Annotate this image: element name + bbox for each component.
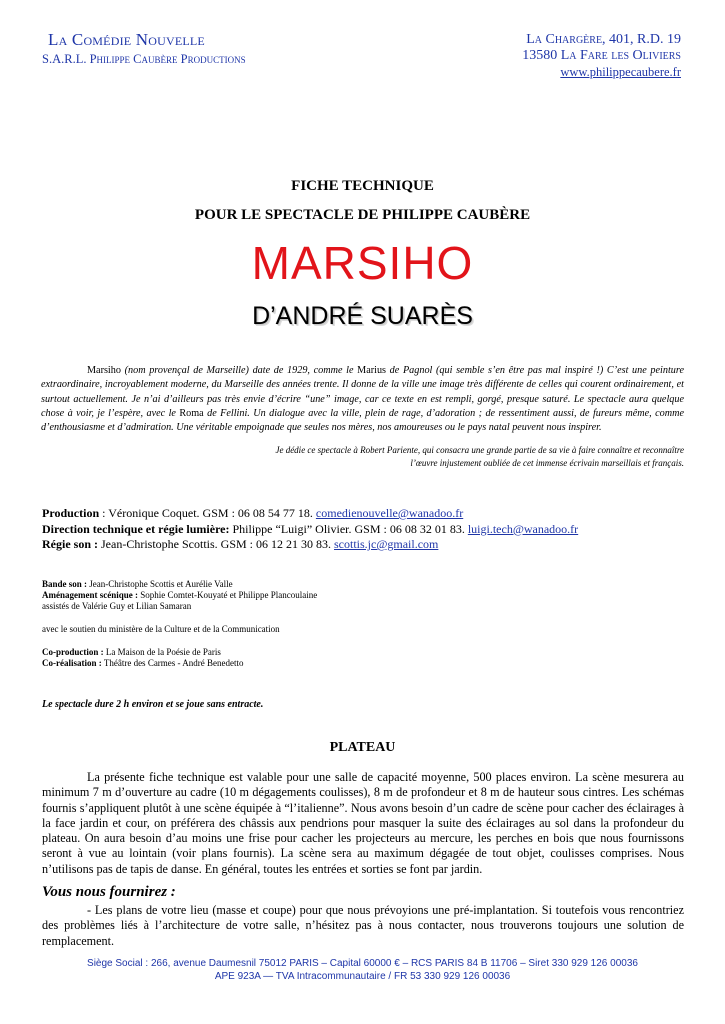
corealisation-text: Théâtre des Carmes - André Benedetto: [101, 658, 244, 668]
footer-line-1: Siège Social : 266, avenue Daumesnil 75012 PARIS – Capital 60000 € – RCS PARIS 84 B 11706 – Siret 330 929 126 00036: [87, 958, 638, 969]
bande-son-label: Bande son :: [42, 579, 88, 589]
document-title: FICHE TECHNIQUE: [291, 178, 434, 194]
coproduction-label: Co-production :: [42, 647, 104, 657]
direction-text: Philippe “Luigi” Olivier. GSM : 06 08 32 01 83.: [229, 521, 468, 536]
plateau-text: La présente fiche technique est valable pour une salle de capacité moyenne, 500 places environ. La scène mesurera au minimum 7 m d’ouverture au cadre (10 m dégagements coulisses), 8 m de profondeur et 8 m de hauteur sous cintres. Les schémas fournis s’appliquent plutôt à une scène équipée à “l’italienne”. Nous avons besoin d’un cadre de scène pour cacher des éclairages à la face jardin et cour, on préférera des châssis aux pendrions pour masquer la suite des éclairages au sol dans la profondeur du plateau. On aura besoin d’au moins une frise pour cacher les projecteurs au mercure, les perches en bois que nous fournissons seront à vue au lointain (voir plans fournis). La scène sera au maximum dégagée de tout objet, coulisses comprises. Nous n’utilisons pas de tapis de danse. En général, toutes les entrées et sorties se font par jardin.: [42, 770, 684, 876]
amenagement-line: [42, 590, 317, 601]
address-line-1: La Chargère, 401, R.D. 19: [526, 32, 681, 47]
bande-son-line: [42, 579, 317, 590]
duration-note: Le spectacle dure 2 h environ et se joue sans entracte.: [42, 699, 264, 710]
fournir-text: - Les plans de votre lieu (masse et coupe) pour que nous prévoyions une pré-implantation. Si toutefois vous rencontriez des problèmes liés à l’architecture de votre salle, n’hésitez pas à nous contacter, nous trouverons toujours une solution de remplacement.: [42, 903, 684, 948]
company-name: La Comédie Nouvelle: [48, 30, 205, 49]
soutien-line: avec le soutien du ministère de la Culture et de la Communication: [42, 624, 280, 634]
corealisation-line: [42, 658, 317, 669]
corealisation-label: Co-réalisation :: [42, 658, 102, 668]
intro-paragraph: [41, 364, 684, 435]
coproduction-line: [42, 647, 317, 658]
contact-credits: [42, 506, 578, 553]
assistes-line: assistés de Valérie Guy et Lilian Samaran: [42, 601, 192, 611]
direction-email-link[interactable]: luigi.tech@wanadoo.fr: [467, 521, 579, 536]
page-footer: [0, 957, 725, 983]
intro-word-marius: Marius: [357, 365, 387, 376]
show-author: D’ANDRÉ SUARÈS: [252, 302, 473, 330]
sound-email-link[interactable]: scottis.jc@gmail.com: [334, 537, 439, 551]
show-title: MARSIHO: [251, 237, 474, 289]
coproduction-text: La Maison de la Poésie de Paris: [103, 647, 221, 657]
website-link[interactable]: www.philippecaubere.fr: [560, 65, 681, 79]
production-line: [42, 506, 578, 522]
intro-text-3: de Fellini. Un dialogue avec la ville, plein de rage, d’adoration ; de ressentiment aussi, de fureurs même, comme d’enthousiasme et d’admiration. Une véritable empoignade que seules nos mères, nos amoureuses ou le pays natal peuvent nous inspirer.: [41, 407, 684, 434]
document-subtitle: POUR LE SPECTACLE DE PHILIPPE CAUBÈRE: [194, 207, 531, 223]
fournir-heading: Vous nous fournirez :: [42, 884, 176, 900]
direction-line: [42, 522, 578, 538]
intro-word-roma: Roma: [179, 407, 204, 419]
production-label: Production: [42, 506, 100, 520]
intro-word-marsiho: Marsiho: [87, 365, 121, 376]
intro-text-2: de Pagnol (qui semble s’en être pas mal inspiré !) C’est une peinture extraordinaire, incroyablement moderne, du Marseille des années trente. Il donne de la ville une image très différente de celles qui courent ordinairement, et surtout actuellement. Je n’ai d’ailleurs pas très envie d’écrire “une” image, car ce texte en est rempli, gorgé, presque saturé. Le spectacle aura quelque chose à voir, je l’espère, avec le: [41, 365, 684, 419]
production-email-link[interactable]: comedienouvelle@wanadoo.fr: [315, 506, 464, 520]
company-sarl: S.A.R.L. Philippe Caubère Productions: [42, 52, 246, 66]
direction-label: Direction technique et régie lumière:: [42, 521, 230, 536]
intro-text-1: (nom provençal de Marseille) date de 1929, comme le: [120, 365, 358, 376]
bande-son-text: Jean-Christophe Scottis et Aurélie Valle: [87, 579, 233, 589]
sound-text: Jean-Christophe Scottis. GSM : 06 12 21 30 83.: [98, 537, 334, 551]
amenagement-label: Aménagement scénique :: [42, 590, 138, 600]
plateau-paragraph: [42, 770, 684, 877]
dedication: [200, 444, 684, 469]
dedication-line-1: Je dédie ce spectacle à Robert Pariente, qui consacra une grande partie de sa vie à faire connaître et reconnaître: [275, 445, 684, 455]
fournir-paragraph: [42, 903, 684, 949]
dedication-line-2: l’œuvre injustement oubliée de cet immense écrivain marseillais et français.: [410, 457, 684, 468]
footer-line-2: APE 923A — TVA Intracommunautaire / FR 53 330 929 126 00036: [214, 971, 511, 982]
production-text: : Véronique Coquet. GSM : 06 08 54 77 18.: [99, 506, 316, 520]
address-line-2: 13580 La Fare les Oliviers: [522, 48, 681, 63]
plateau-heading: PLATEAU: [329, 740, 396, 755]
amenagement-text: Sophie Comtet-Kouyaté et Philippe Plancoulaine: [138, 590, 318, 600]
sound-line: [42, 537, 578, 553]
company-address: [522, 32, 681, 80]
sound-label: Régie son :: [42, 537, 98, 551]
production-credits: [42, 579, 317, 669]
